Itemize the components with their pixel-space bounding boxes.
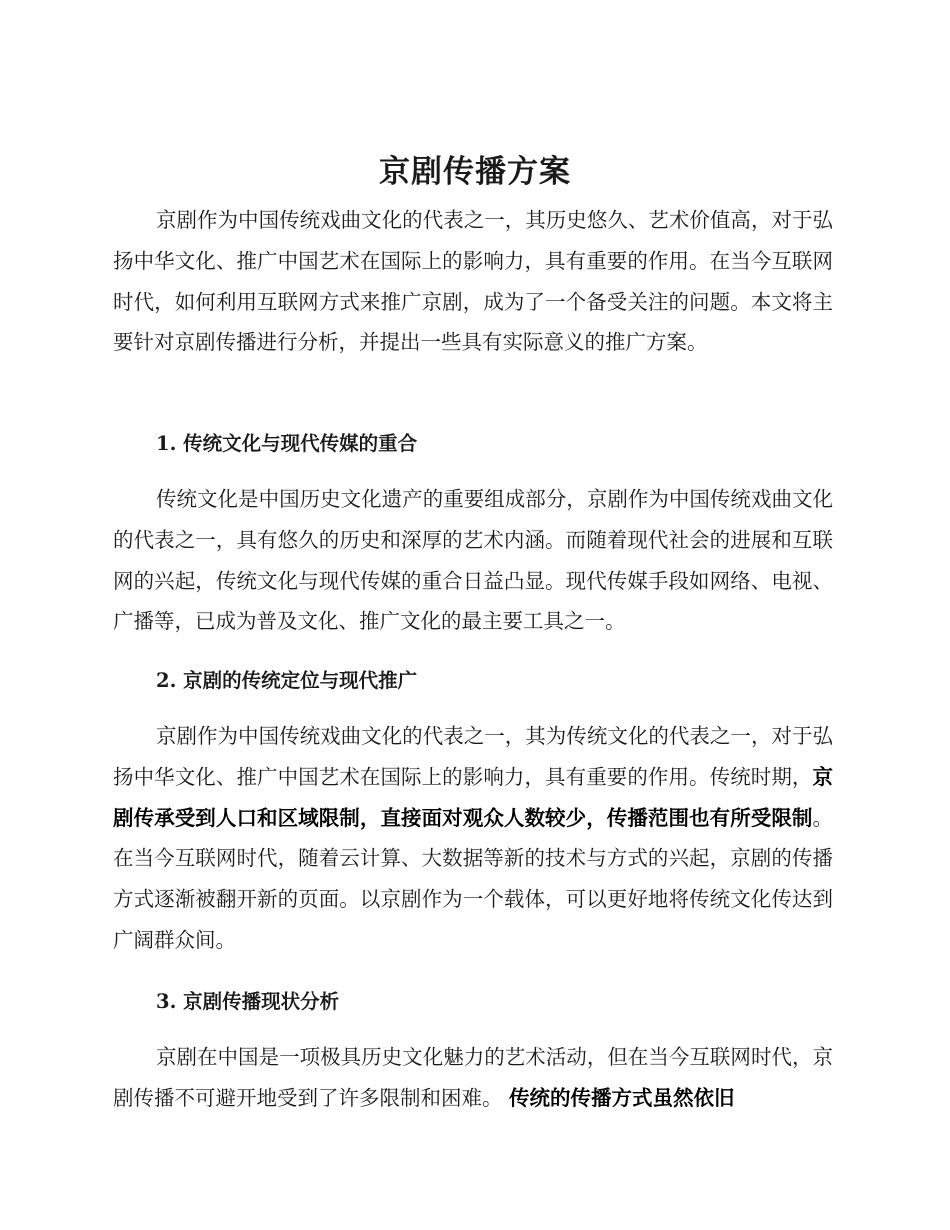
section-1-heading: 1. 传统文化与现代传媒的重合 <box>156 432 418 455</box>
section-2-paragraph <box>113 716 833 961</box>
section-1-paragraph: 传统文化是中国历史文化遗产的重要组成部分，京剧作为中国传统戏曲文化的代表之一，具有悠久的历史和深厚的艺术内涵。而随着现代社会的进展和互联网的兴起，传统文化与现代传媒的重合日益凸显。现代传媒手段如网络、电视、广播等，已成为普及文化、推广文化的最主要工具之一。 <box>113 487 833 634</box>
section-2-bold-text: 京剧传承受到人口和区域限制，直接面对观众人数较少，传播范围也有所受限制 <box>113 764 833 830</box>
section-2-text-after: 。在当今互联网时代，随着云计算、大数据等新的技术与方式的兴起，京剧的传播方式逐渐被翻开新的页面。以京剧作为一个载体，可以更好地将传统文化传达到广阔群众间。 <box>113 805 833 952</box>
document-title: 京剧传播方案 <box>379 154 571 190</box>
section-3-paragraph <box>113 1037 833 1119</box>
section-2-text-before: 京剧作为中国传统戏曲文化的代表之一，其为传统文化的代表之一，对于弘扬中华文化、推广中国艺术在国际上的影响力，具有重要的作用。传统时期， <box>113 724 833 789</box>
section-3-heading: 3. 京剧传播现状分析 <box>156 990 340 1013</box>
section-3-text-before: 京剧在中国是一项极具历史文化魅力的艺术活动，但在当今互联网时代，京剧传播不可避开地受到了许多限制和困难。 <box>113 1045 833 1110</box>
intro-paragraph: 京剧作为中国传统戏曲文化的代表之一，其历史悠久、艺术价值高，对于弘扬中华文化、推广中国艺术在国际上的影响力，具有重要的作用。在当今互联网时代，如何利用互联网方式来推广京剧，成为了一个备受关注的问题。本文将主要针对京剧传播进行分析，并提出一些具有实际意义的推广方案。 <box>113 208 833 355</box>
section-3-bold-text: 传统的传播方式虽然依旧 <box>509 1085 735 1110</box>
section-2-heading: 2. 京剧的传统定位与现代推广 <box>156 669 418 692</box>
